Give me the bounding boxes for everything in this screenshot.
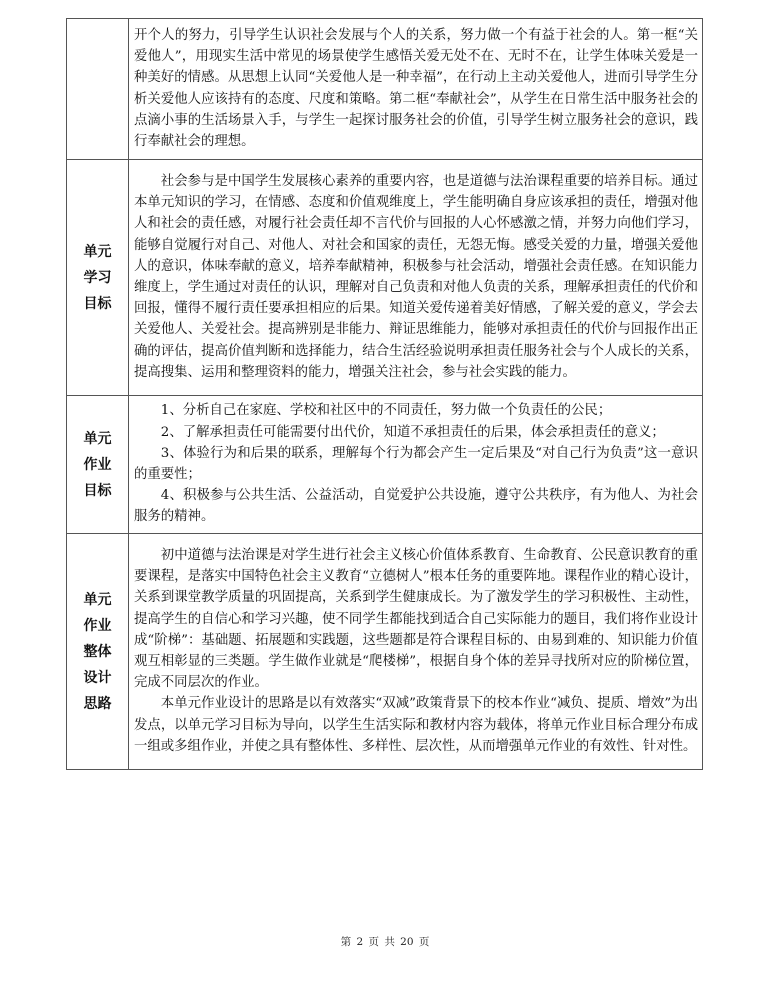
row-label-learning-goals xyxy=(67,160,129,396)
homework-goal-item: 2、了解承担责任可能需要付出代价，知道不承担责任的后果，体会承担责任的意义； xyxy=(160,424,665,440)
design-approach-paragraph: 本单元作业设计的思路是以有效落实“双减”政策背景下的校本作业“减负、提质、增效”为出发点，以单元学习目标为导向，以学生生活实际和教材内容为载体，将单元作业目标合理分布成一组或多组作业，并使之具有整体性、多样性、层次性，从而增强单元作业的有效性、针对性。 xyxy=(134,696,698,754)
row-label-line: 作业 xyxy=(83,617,112,634)
page-number-footer: 第 2 页 共 20 页 xyxy=(340,936,430,948)
table-row-design-approach xyxy=(67,534,703,770)
row-label-line: 设计 xyxy=(83,669,112,686)
row-label-empty xyxy=(67,19,129,160)
design-approach-paragraph: 初中道德与法治课是对学生进行社会主义核心价值体系教育、生命教育、公民意识教育的重要课程，是落实中国特色社会主义教育“立德树人”根本任务的重要阵地。课程作业的精心设计，关系到课堂教学质量的巩固提高，关系到学生健康成长。为了激发学生的学习积极性、主动性，提高学生的自信心和学习兴趣，使不同学生都能找到适合自己实际能力的题目，我们将作业设计成“阶梯”：基础题、拓展题和实践题，这些题都是符合课程目标的、由易到难的、知识能力价值观互相彰显的三类题。学生做作业就是“爬楼梯”，根据自身个体的差异寻找所对应的阶梯位置，完成不同层次的作业。 xyxy=(134,547,698,691)
homework-goals-cell xyxy=(129,396,703,534)
design-approach-cell xyxy=(129,534,703,770)
unit-content-paragraph: 开个人的努力，引导学生认识社会发展与个人的关系，努力做一个有益于社会的人。第一框“关爱他人”，用现实生活中常见的场景使学生感悟关爱无处不在、无时不在，让学生体味关爱是一种美好的情感。从思想上认同“关爱他人是一种幸福”，在行动上主动关爱他人，进而引导学生分析关爱他人应该持有的态度、尺度和策略。第二框“奉献社会”，从学生在日常生活中服务社会的点滴小事的生活场景入手，与学生一起探讨服务社会的价值，引导学生树立服务社会的意识，践行奉献社会的理想。 xyxy=(134,27,698,149)
row-label-line: 单元 xyxy=(83,243,112,260)
unit-content-cell xyxy=(129,19,703,160)
homework-goal-item: 1、分析自己在家庭、学校和社区中的不同责任，努力做一个负责任的公民； xyxy=(160,403,612,419)
row-label-line: 作业 xyxy=(83,456,112,473)
row-label-homework-goals xyxy=(67,396,129,534)
learning-goals-paragraph: 社会参与是中国学生发展核心素养的重要内容，也是道德与法治课程重要的培养目标。通过本单元知识的学习，在情感、态度和价值观维度上，学生能明确自身应该承担的责任，增强对他人和社会的责任感，对履行社会责任却不言代价与回报的人心怀感激之情，并努力向他们学习，能够自觉履行对自己、对他人、对社会和国家的责任，无怨无悔。感受关爱的力量，增强关爱他人的意识，体味奉献的意义，培养奉献精神，积极参与社会活动，增强社会责任感。在知识能力维度上，学生通过对责任的认识，理解对自己负责和对他人负责的关系，理解承担责任的代价和回报，懂得不履行责任要承担相应的后果。知道关爱传递着美好情感，了解关爱的意义，学会去关爱他人、关爱社会。提高辨别是非能力、辩证思维能力，能够对承担责任的代价与回报作出正确的评估，提高价值判断和选择能力，结合生活经验说明承担责任服务社会与个人成长的关系，提高搜集、运用和整理资料的能力，增强关注社会，参与社会实践的能力。 xyxy=(134,173,698,380)
homework-goal-item: 4、积极参与公共生活、公益活动，自觉爱护公共设施，遵守公共秩序，有为他人、为社会服务的精神。 xyxy=(134,488,698,525)
unit-plan-table xyxy=(66,18,703,770)
table-row-unit-content xyxy=(67,19,703,160)
row-label-line: 目标 xyxy=(83,482,112,499)
learning-goals-cell xyxy=(129,160,703,396)
row-label-line: 学习 xyxy=(83,269,112,286)
row-label-line: 整体 xyxy=(83,643,112,660)
row-label-line: 目标 xyxy=(83,295,112,312)
row-label-design-approach xyxy=(67,534,129,770)
row-label-line: 思路 xyxy=(83,695,112,712)
table-row-learning-goals xyxy=(67,160,703,396)
row-label-line: 单元 xyxy=(83,430,112,447)
row-label-line: 单元 xyxy=(83,591,112,608)
table-row-homework-goals xyxy=(67,396,703,534)
homework-goal-item: 3、体验行为和后果的联系，理解每个行为都会产生一定后果及“对自己行为负责”这一意识的重要性； xyxy=(134,445,698,482)
